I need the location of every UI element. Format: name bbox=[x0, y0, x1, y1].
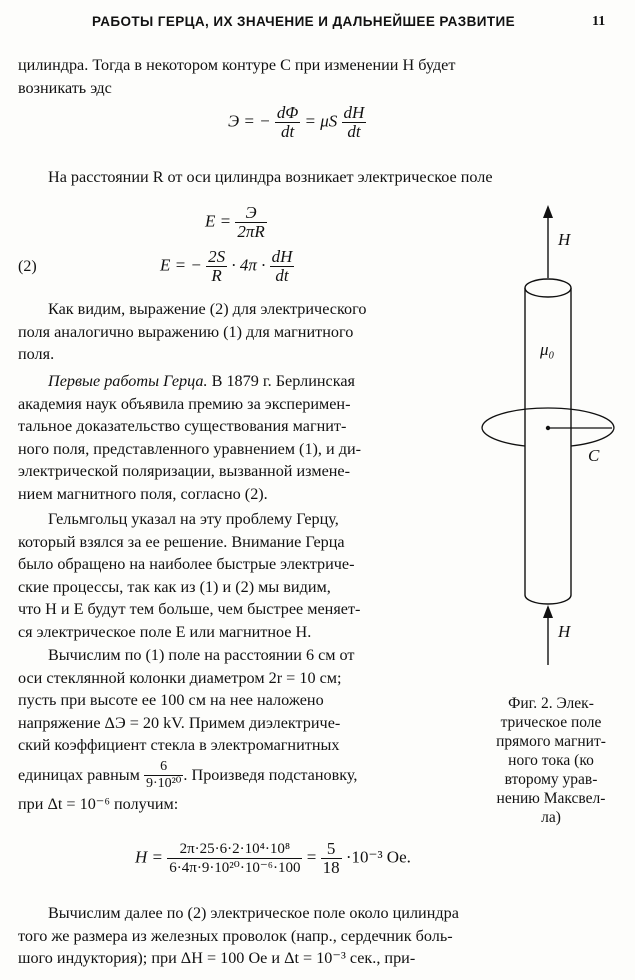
denominator: R bbox=[211, 266, 222, 285]
text-line bbox=[18, 370, 456, 393]
page-number: 11 bbox=[592, 14, 606, 29]
text-line: поля аналогично выражению (1) для магнитного bbox=[18, 322, 354, 341]
caption-line: прямого магнит- bbox=[496, 733, 606, 750]
numerator: 5 bbox=[321, 840, 342, 859]
denominator: 9·10²⁰ bbox=[145, 776, 182, 792]
text-line: пусть при высоте ее 100 см на нее наложено bbox=[18, 691, 324, 709]
paragraph-calculation bbox=[18, 644, 456, 815]
numerator: 2S bbox=[208, 247, 226, 266]
numerator: dΦ bbox=[276, 103, 299, 122]
label-mu: μ₀ bbox=[540, 340, 555, 359]
caption-line: ного тока (ко bbox=[508, 752, 594, 769]
text-line: того же размера из железных проволок (напр., сердечник боль- bbox=[18, 926, 453, 945]
label-h-bottom: H bbox=[558, 622, 571, 641]
text-span: единицах равным bbox=[18, 765, 140, 784]
denominator: dt bbox=[347, 122, 361, 141]
paragraph-iron-core bbox=[18, 902, 618, 970]
eq-sign: = bbox=[306, 847, 317, 867]
text-line: при Δt = 10⁻⁶ получим: bbox=[18, 794, 179, 813]
denominator: dt bbox=[275, 266, 289, 285]
eq-lhs: E = − bbox=[160, 255, 202, 275]
denominator: dt bbox=[280, 122, 295, 141]
eq-lhs: Э = − bbox=[228, 111, 271, 131]
text-span: . Произведя подстановку, bbox=[183, 765, 358, 784]
text-line: академия наук объявила премию за эксперимен- bbox=[18, 394, 351, 413]
text-line: напряжение ΔЭ = 20 kV. Примем диэлектриче- bbox=[18, 713, 341, 732]
text-line: Вычислим далее по (2) электрическое поле около цилиндра bbox=[48, 904, 459, 922]
eq-lhs: H = bbox=[135, 847, 163, 867]
eq-mid: = μS bbox=[304, 111, 338, 131]
contour-back bbox=[482, 408, 614, 428]
contour-front bbox=[482, 428, 614, 446]
numerator: dH bbox=[271, 247, 293, 266]
text-line: было обращено на наиболее быстрые электриче- bbox=[18, 555, 355, 573]
caption-line: нению Максвел- bbox=[496, 790, 606, 807]
cylinder-bottom bbox=[525, 595, 571, 604]
text-line: Вычислим по (1) поле на расстоянии 6 см от bbox=[48, 646, 355, 664]
equation-label: (2) bbox=[18, 258, 37, 275]
fraction bbox=[144, 759, 183, 792]
text-line bbox=[18, 757, 456, 793]
fraction bbox=[342, 104, 367, 141]
text-line: нием магнитного поля, согласно (2). bbox=[18, 484, 268, 503]
denominator: 6·4π·9·10²⁰·10⁻⁶·100 bbox=[169, 860, 301, 876]
caption-line: Фиг. 2. Элек- bbox=[508, 695, 594, 712]
text-line: что H и E будут тем больше, чем быстрее меняет- bbox=[18, 600, 361, 618]
label-h-top: H bbox=[558, 230, 571, 249]
numerator: 6 bbox=[144, 759, 183, 776]
text-line: ские процессы, так как из (1) и (2) мы видим, bbox=[18, 577, 331, 596]
center-dot bbox=[546, 426, 550, 430]
eq-mid: · 4π · bbox=[231, 255, 266, 275]
text-line: цилиндра. Тогда в некотором контуре C при изменении H будет bbox=[18, 56, 456, 74]
text-line: оси стеклянной колонки диаметром 2r = 10 см; bbox=[18, 668, 342, 687]
text-line: На расстоянии R от оси цилиндра возникает электрическое поле bbox=[48, 168, 493, 186]
label-c: C bbox=[588, 446, 600, 465]
fraction bbox=[235, 204, 266, 241]
caption-line: трическое поле bbox=[500, 714, 602, 731]
text-line: ного поля, представленного уравнением (1), и ди- bbox=[18, 439, 362, 458]
running-header: РАБОТЫ ГЕРЦА, ИХ ЗНАЧЕНИЕ И ДАЛЬНЕЙШЕЕ РАЗВИТИЕ bbox=[92, 14, 516, 29]
figure-caption bbox=[472, 694, 630, 827]
equation-h-value bbox=[135, 840, 411, 877]
paragraph-intro bbox=[18, 54, 618, 99]
text-line: который взялся за ее решение. Внимание Герца bbox=[18, 532, 345, 551]
equation-e-field bbox=[205, 204, 267, 241]
text-line: возникать эдс bbox=[18, 78, 112, 97]
caption-line: ла) bbox=[541, 809, 561, 826]
text-line: тальное доказательство существования магнит- bbox=[18, 417, 347, 435]
eq-rest: ·10⁻³ Oe. bbox=[345, 847, 411, 867]
equation-2 bbox=[160, 248, 294, 285]
paragraph-analogy bbox=[18, 298, 456, 366]
text-line: электрической поляризации, вызванной измене- bbox=[18, 462, 350, 480]
figure-cylinder bbox=[470, 200, 630, 670]
section-lead: Первые работы Герца. bbox=[48, 372, 208, 390]
caption-line: второму урав- bbox=[504, 771, 598, 788]
paragraph-helmholtz bbox=[18, 508, 456, 643]
paragraph-first-works bbox=[18, 370, 456, 505]
numerator: Э bbox=[235, 204, 266, 223]
text-line: ся электрическое поле E или магнитное H. bbox=[18, 622, 312, 641]
cylinder-top bbox=[525, 279, 571, 297]
text-line: шого индуктория); при ΔH = 100 Oe и Δt = 10⁻³ сек., при- bbox=[18, 949, 416, 967]
numerator: dH bbox=[343, 103, 365, 122]
text-line: Как видим, выражение (2) для электрического bbox=[48, 300, 367, 318]
fraction bbox=[167, 840, 302, 877]
text-line: поля. bbox=[18, 345, 55, 363]
numerator: 2π·25·6·2·10⁴·10⁸ bbox=[167, 840, 302, 859]
fraction bbox=[206, 248, 227, 285]
text-line: ский коэффициент стекла в электромагнитных bbox=[18, 736, 340, 754]
arrow-head-bottom bbox=[543, 605, 553, 618]
fraction bbox=[270, 248, 295, 285]
fraction bbox=[321, 840, 342, 877]
fraction bbox=[275, 104, 300, 141]
equation-emf bbox=[228, 104, 366, 141]
paragraph-field bbox=[48, 166, 618, 189]
arrow-head-top bbox=[543, 205, 553, 218]
text-span: В 1879 г. Берлинская bbox=[207, 372, 355, 390]
text-line: Гельмгольц указал на эту проблему Герцу, bbox=[48, 510, 339, 528]
denominator: 2πR bbox=[237, 222, 265, 241]
denominator: 18 bbox=[322, 858, 340, 877]
eq-lhs: E = bbox=[205, 211, 232, 231]
